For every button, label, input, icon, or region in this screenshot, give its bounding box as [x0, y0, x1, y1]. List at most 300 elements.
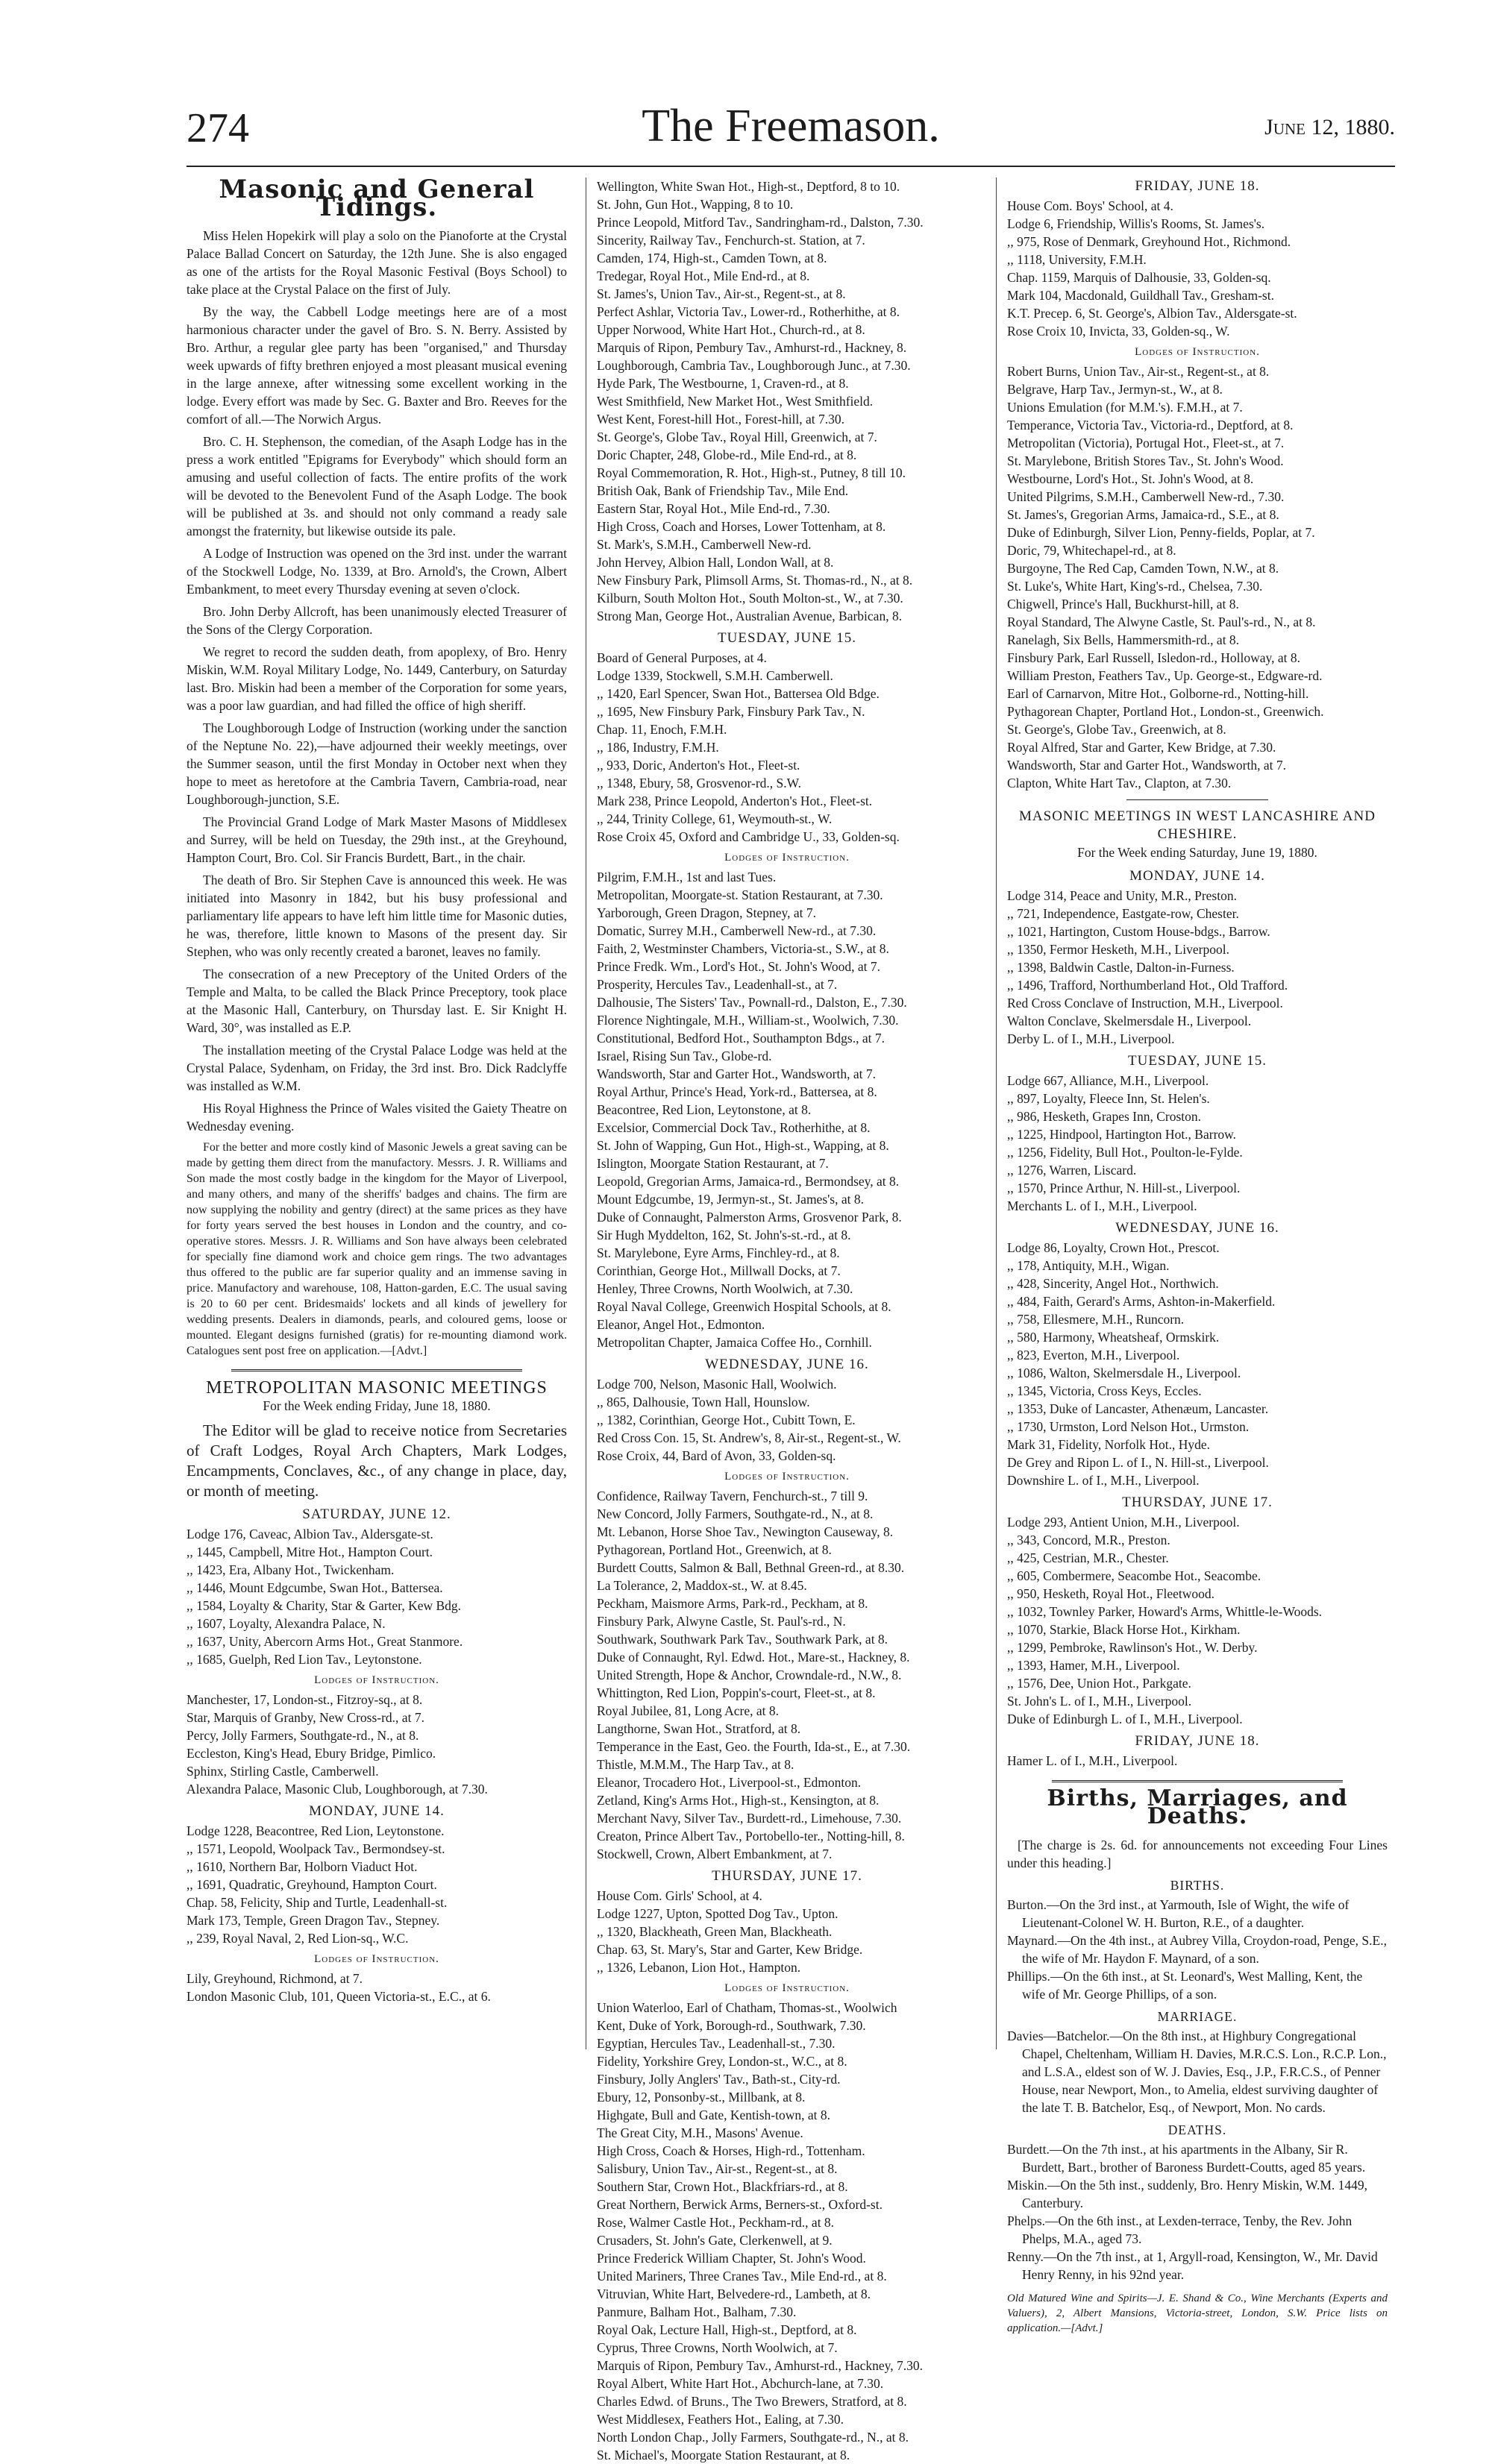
- list-item: Royal Albert, White Hart Hot., Abchurch-lane, at 7.30.: [597, 2376, 884, 2391]
- list-item: Crusaders, St. John's Gate, Clerkenwell, at 9.: [597, 2233, 833, 2248]
- list-item: Burdett.—On the 7th inst., at his apartments in the Albany, Sir R. Burdett, Bart., brother of Baroness Burdett-Coutts, aged 85 years.: [1007, 2142, 1366, 2175]
- list-item: Stockwell, Crown, Albert Embankment, at 7.: [597, 1847, 833, 1861]
- list-item: K.T. Precep. 6, St. George's, Albion Tav., Aldersgate-st.: [1007, 306, 1297, 321]
- list-item: House Com. Boys' School, at 4.: [1007, 198, 1173, 213]
- list-item: ,, 1225, Hindpool, Hartington Hot., Barrow.: [1007, 1127, 1237, 1142]
- list-item: Mark 173, Temple, Green Dragon Tav., Stepney.: [186, 1913, 440, 1928]
- list-item: Confidence, Railway Tavern, Fenchurch-st., 7 till 9.: [597, 1489, 868, 1503]
- list-item: The Great City, M.H., Masons' Avenue.: [597, 2125, 803, 2140]
- list-item: Doric Chapter, 248, Globe-rd., Mile End-rd., at 8.: [597, 447, 857, 462]
- list-item: Fidelity, Yorkshire Grey, London-st., W.C., at 8.: [597, 2054, 847, 2069]
- list-item: Red Cross Conclave of Instruction, M.H., Liverpool.: [1007, 996, 1283, 1011]
- list-item: Highgate, Bull and Gate, Kentish-town, at 8.: [597, 2108, 830, 2122]
- list-item: Rose Croix, 44, Bard of Avon, 33, Golden-sq.: [597, 1448, 836, 1463]
- list-item: Perfect Ashlar, Victoria Tav., Lower-rd., Rotherhithe, at 8.: [597, 304, 900, 319]
- list-item: Duke of Edinburgh L. of I., M.H., Liverpool.: [1007, 1712, 1243, 1726]
- list-item: Lodge 1227, Upton, Spotted Dog Tav., Upton.: [597, 1906, 839, 1921]
- list-item: St. George's, Globe Tav., Greenwich, at 8.: [1007, 722, 1226, 737]
- list-item: Lodge 176, Caveac, Albion Tav., Aldersgate-st.: [186, 1527, 433, 1541]
- list-item: Metropolitan (Victoria), Portugal Hot., Fleet-st., at 7.: [1007, 436, 1285, 450]
- list-item: Phelps.—On the 6th inst., at Lexden-terrace, Tenby, the Rev. John Phelps, M.A., aged 73.: [1007, 2213, 1352, 2246]
- list-item: Ebury, 12, Ponsonby-st., Millbank, at 8.: [597, 2090, 806, 2105]
- list-item: William Preston, Feathers Tav., Up. George-st., Edgware-rd.: [1007, 668, 1323, 683]
- meeting-list: [597, 1887, 977, 1976]
- list-item: Marquis of Ripon, Pembury Tav., Amhurst-rd., Hackney, 8.: [597, 340, 907, 355]
- list-item: Leopold, Gregorian Arms, Jamaica-rd., Bermondsey, at 8.: [597, 1174, 900, 1189]
- list-item: ,, 897, Loyalty, Fleece Inn, St. Helen's.: [1007, 1091, 1210, 1106]
- meeting-list: [597, 177, 977, 625]
- list-item: ,, 244, Trinity College, 61, Weymouth-st., W.: [597, 811, 833, 826]
- news-paragraph: We regret to record the sudden death, from apoplexy, of Bro. Henry Miskin, W.M. Royal Military Lodge, No. 1449, Canterbury, on Saturday last. Bro. Miskin had been a member of the Corporation for some years, was a poor law guardian, and had filled the office of high sheriff.: [186, 644, 567, 713]
- list-item: ,, 605, Combermere, Seacombe Hot., Seacombe.: [1007, 1568, 1261, 1583]
- list-item: ,, 1607, Loyalty, Alexandra Palace, N.: [186, 1616, 386, 1631]
- list-item: Manchester, 17, London-st., Fitzroy-sq., at 8.: [186, 1692, 423, 1707]
- column-3: [1007, 177, 1388, 2334]
- day-heading: MONDAY, JUNE 14.: [1129, 868, 1265, 884]
- list-item: St. Michael's, Moorgate Station Restaurant, at 8.: [597, 2448, 850, 2463]
- list-item: Downshire L. of I., M.H., Liverpool.: [1007, 1473, 1200, 1488]
- list-item: ,, 343, Concord, M.R., Preston.: [1007, 1533, 1170, 1547]
- list-item: ,, 1320, Blackheath, Green Man, Blackheath.: [597, 1924, 833, 1939]
- list-item: Prince Frederick William Chapter, St. John's Wood.: [597, 2251, 866, 2266]
- list-item: Wellington, White Swan Hot., High-st., Deptford, 8 to 10.: [597, 179, 900, 194]
- column-divider: [996, 177, 997, 2049]
- list-item: Derby L. of I., M.H., Liverpool.: [1007, 1031, 1175, 1046]
- day-heading: TUESDAY, JUNE 15.: [718, 630, 856, 646]
- list-item: Pythagorean, Portland Hot., Greenwich, at 8.: [597, 1542, 832, 1557]
- issue-date: June 12, 1880.: [1264, 115, 1395, 139]
- list-item: Temperance in the East, Geo. the Fourth, Ida-st., E., at 7.30.: [597, 1739, 911, 1754]
- list-item: ,, 865, Dalhousie, Town Hall, Hounslow.: [597, 1395, 810, 1409]
- births-heading: BIRTHS.: [1170, 1878, 1225, 1893]
- list-item: ,, 758, Ellesmere, M.H., Runcorn.: [1007, 1312, 1185, 1327]
- list-item: ,, 1637, Unity, Abercorn Arms Hot., Great Stanmore.: [186, 1634, 463, 1649]
- list-item: Hamer L. of I., M.H., Liverpool.: [1007, 1753, 1178, 1768]
- list-item: ,, 484, Faith, Gerard's Arms, Ashton-in-Makerfield.: [1007, 1294, 1276, 1309]
- west-lancs-subtitle: For the Week ending Saturday, June 19, 1880.: [1077, 845, 1317, 860]
- list-item: Lily, Greyhound, Richmond, at 7.: [186, 1971, 363, 1986]
- list-item: Burton.—On the 3rd inst., at Yarmouth, Isle of Wight, the wife of Lieutenant-Colonel W. H. Burton, R.E., of a daughter.: [1007, 1897, 1350, 1930]
- news-paragraph: His Royal Highness the Prince of Wales visited the Gaiety Theatre on Wednesday evening.: [186, 1101, 567, 1134]
- list-item: Lodge 1339, Stockwell, S.M.H. Camberwell.: [597, 668, 833, 683]
- list-item: Islington, Moorgate Station Restaurant, at 7.: [597, 1156, 829, 1171]
- list-item: Royal Alfred, Star and Garter, Kew Bridge, at 7.30.: [1007, 740, 1276, 755]
- list-item: La Tolerance, 2, Maddox-st., W. at 8.45.: [597, 1578, 807, 1593]
- section-rule: [1126, 799, 1268, 800]
- list-item: Lodge 314, Peace and Unity, M.R., Preston.: [1007, 888, 1237, 903]
- list-item: Rose Croix 10, Invicta, 33, Golden-sq., W.: [1007, 324, 1230, 339]
- list-item: Lodge 700, Nelson, Masonic Hall, Woolwich.: [597, 1377, 837, 1392]
- list-item: John Hervey, Albion Hall, London Wall, at 8.: [597, 555, 834, 570]
- wine-advert: Old Matured Wine and Spirits—J. E. Shand & Co., Wine Merchants (Experts and Valuers), 2, Albert Mansions, Victoria-street, London, S.W. Price lists on application.—[Advt.]: [1007, 2292, 1388, 2334]
- news-paragraph: Miss Helen Hopekirk will play a solo on the Pianoforte at the Crystal Palace Ballad Concert on Saturday, the 12th June. She is also engaged as one of the artists for the Royal Masonic Festival (Boys School) to take place at the Crystal Palace on the first of July.: [186, 228, 567, 297]
- list-item: West Smithfield, New Market Hot., West Smithfield.: [597, 394, 874, 409]
- tidings-heading: Masonic and General Tidings.: [219, 175, 535, 222]
- list-item: ,, 1326, Lebanon, Lion Hot., Hampton.: [597, 1960, 801, 1975]
- meeting-list: [1007, 1752, 1388, 1770]
- list-item: ,, 1256, Fidelity, Bull Hot., Poulton-le-Fylde.: [1007, 1145, 1243, 1160]
- list-item: Peckham, Maismore Arms, Park-rd., Peckham, at 8.: [597, 1596, 868, 1611]
- list-item: Zetland, King's Arms Hot., High-st., Kensington, at 8.: [597, 1793, 880, 1808]
- notice-list: [1007, 2027, 1388, 2116]
- list-item: ,, 1393, Hamer, M.H., Liverpool.: [1007, 1658, 1180, 1673]
- list-item: ,, 1446, Mount Edgcumbe, Swan Hot., Battersea.: [186, 1580, 443, 1595]
- page-number: 274: [186, 105, 249, 151]
- list-item: Chap. 11, Enoch, F.M.H.: [597, 722, 727, 737]
- list-item: ,, 1570, Prince Arthur, N. Hill-st., Liverpool.: [1007, 1181, 1241, 1195]
- list-item: Mt. Lebanon, Horse Shoe Tav., Newington Causeway, 8.: [597, 1524, 894, 1539]
- list-item: House Com. Girls' School, at 4.: [597, 1888, 762, 1903]
- day-heading: SATURDAY, JUNE 12.: [302, 1506, 451, 1522]
- day-heading: FRIDAY, JUNE 18.: [1135, 1733, 1260, 1749]
- list-item: Wandsworth, Star and Garter Hot., Wandsworth, at 7.: [1007, 758, 1287, 773]
- list-item: Westbourne, Lord's Hot., St. John's Wood, at 8.: [1007, 471, 1254, 486]
- list-item: Board of General Purposes, at 4.: [597, 650, 767, 665]
- list-item: Charles Edwd. of Bruns., The Two Brewers, Stratford, at 8.: [597, 2394, 907, 2409]
- list-item: Union Waterloo, Earl of Chatham, Thomas-st., Woolwich: [597, 2000, 897, 2015]
- list-item: ,, 1299, Pembroke, Rawlinson's Hot., W. Derby.: [1007, 1640, 1258, 1655]
- masthead-title: The Freemason.: [642, 101, 940, 151]
- meeting-list: [1007, 1072, 1388, 1215]
- list-item: ,, 1420, Earl Spencer, Swan Hot., Battersea Old Bdge.: [597, 686, 880, 701]
- loi-heading: Lodges of Instruction.: [314, 1953, 439, 1965]
- list-item: Sincerity, Railway Tav., Fenchurch-st. Station, at 7.: [597, 233, 865, 248]
- list-item: St. Marylebone, British Stores Tav., St. John's Wood.: [1007, 453, 1284, 468]
- news-paragraph: The consecration of a new Preceptory of the United Orders of the Temple and Malta, to be called the Black Prince Preceptory, took place at the Masonic Hall, Canterbury, on Thursday last. E. Sir Knight H. Ward, 30°, was installed as E.P.: [186, 967, 567, 1035]
- list-item: Lodge 6, Friendship, Willis's Rooms, St. James's.: [1007, 216, 1265, 231]
- meetings-subtitle: For the Week ending Friday, June 18, 1880.: [263, 1398, 491, 1413]
- list-item: St. Luke's, White Hart, King's-rd., Chelsea, 7.30.: [1007, 579, 1263, 594]
- meetings-title: METROPOLITAN MASONIC MEETINGS: [206, 1378, 548, 1398]
- list-item: Maynard.—On the 4th inst., at Aubrey Villa, Croydon-road, Penge, S.E., the wife of Mr. Haydon F. Maynard, of a son.: [1007, 1933, 1387, 1966]
- list-item: Temperance, Victoria Tav., Victoria-rd., Deptford, at 8.: [1007, 418, 1294, 433]
- list-item: Alexandra Palace, Masonic Club, Loughborough, at 7.30.: [186, 1782, 488, 1797]
- list-item: ,, 1276, Warren, Liscard.: [1007, 1163, 1137, 1178]
- day-heading: TUESDAY, JUNE 15.: [1128, 1053, 1267, 1069]
- list-item: De Grey and Ripon L. of I., N. Hill-st., Liverpool.: [1007, 1455, 1269, 1470]
- list-item: Constitutional, Bedford Hot., Southampton Bdgs., at 7.: [597, 1031, 885, 1046]
- list-item: ,, 1350, Fermor Hesketh, M.H., Liverpool.: [1007, 942, 1229, 957]
- news-paragraph: The death of Bro. Sir Stephen Cave is announced this week. He was initiated into Masonry in 1842, but his busy professional and parliamentary life appears to have left him little time for Masonic duties, he was, therefore, little known to Masons of the present day. Sir Stephen, who was only recently created a baronet, leaves no family.: [186, 873, 567, 959]
- meeting-list: [597, 868, 977, 1351]
- list-item: ,, 1118, University, F.M.H.: [1007, 252, 1147, 267]
- meeting-list: [597, 649, 977, 846]
- list-item: Cyprus, Three Crowns, North Woolwich, at 7.: [597, 2340, 838, 2355]
- list-item: Royal Naval College, Greenwich Hospital Schools, at 8.: [597, 1299, 891, 1314]
- editor-note: The Editor will be glad to receive notice from Secretaries of Craft Lodges, Royal Arch Chapters, Mark Lodges, Encampments, Conclaves, &c., of any change in place, day, or month of meeting.: [186, 1421, 567, 1500]
- list-item: United Pilgrims, S.M.H., Camberwell New-rd., 7.30.: [1007, 489, 1285, 504]
- list-item: Marquis of Ripon, Pembury Tav., Amhurst-rd., Hackney, 7.30.: [597, 2358, 924, 2373]
- list-item: ,, 1584, Loyalty & Charity, Star & Garter, Kew Bdg.: [186, 1598, 462, 1613]
- header-rule: [186, 166, 1395, 167]
- list-item: Royal Oak, Lecture Hall, High-st., Deptford, at 8.: [597, 2322, 857, 2337]
- list-item: Rose Croix 45, Oxford and Cambridge U., 33, Golden-sq.: [597, 829, 900, 844]
- meeting-list: [597, 1375, 977, 1465]
- list-item: New Finsbury Park, Plimsoll Arms, St. Thomas-rd., N., at 8.: [597, 573, 913, 588]
- column-1: [186, 177, 567, 2064]
- west-lancs-title: MASONIC MEETINGS IN WEST LANCASHIRE AND CHESHIRE.: [1019, 808, 1376, 842]
- list-item: Phillips.—On the 6th inst., at St. Leonard's, West Malling, Kent, the wife of Mr. George Phillips, of a son.: [1007, 1969, 1363, 2002]
- meeting-list: [1007, 362, 1388, 792]
- list-item: Eleanor, Angel Hot., Edmonton.: [597, 1317, 765, 1332]
- day-heading: WEDNESDAY, JUNE 16.: [1115, 1220, 1279, 1236]
- list-item: London Masonic Club, 101, Queen Victoria-st., E.C., at 6.: [186, 1989, 491, 2004]
- list-item: Florence Nightingale, M.H., William-st., Woolwich, 7.30.: [597, 1013, 899, 1028]
- list-item: United Mariners, Three Cranes Tav., Mile End-rd., at 8.: [597, 2269, 887, 2284]
- list-item: Chigwell, Prince's Hall, Buckhurst-hill, at 8.: [1007, 597, 1239, 612]
- list-item: ,, 1382, Corinthian, George Hot., Cubitt Town, E.: [597, 1412, 856, 1427]
- list-item: St. James's, Union Tav., Air-st., Regent-st., at 8.: [597, 286, 846, 301]
- list-item: St. James's, Gregorian Arms, Jamaica-rd., S.E., at 8.: [1007, 507, 1279, 522]
- list-item: Prosperity, Hercules Tav., Leadenhall-st., at 7.: [597, 977, 838, 992]
- list-item: Camden, 174, High-st., Camden Town, at 8.: [597, 251, 827, 265]
- list-item: Mark 238, Prince Leopold, Anderton's Hot., Fleet-st.: [597, 793, 873, 808]
- list-item: Domatic, Surrey M.H., Camberwell New-rd., at 7.30.: [597, 923, 877, 938]
- list-item: Lodge 667, Alliance, M.H., Liverpool.: [1007, 1073, 1209, 1088]
- list-item: Sir Hugh Myddelton, 162, St. John's-st.-rd., at 8.: [597, 1228, 851, 1242]
- list-item: Mark 31, Fidelity, Norfolk Hot., Hyde.: [1007, 1437, 1211, 1452]
- list-item: Salisbury, Union Tav., Air-st., Regent-st., at 8.: [597, 2161, 838, 2176]
- list-item: ,, 580, Harmony, Wheatsheaf, Ormskirk.: [1007, 1330, 1220, 1345]
- list-item: Davies—Batchelor.—On the 8th inst., at Highbury Congregational Chapel, Cheltenham, William H. Davies, M.R.C.S. Lon., R.C.P. Lon., and L.S.A., eldest son of W. J. Davies, Esq., J.P., F.R.C.S., of Penner House, near Newport, Mon., to Amelia, eldest surviving daughter of the late T. B. Batchelor, Esq., of Newport, Mon. No cards.: [1007, 2028, 1387, 2115]
- list-item: Kilburn, South Molton Hot., South Molton-st., W., at 7.30.: [597, 591, 903, 606]
- list-item: St. John, Gun Hot., Wapping, 8 to 10.: [597, 197, 794, 212]
- meeting-list: [1007, 197, 1388, 340]
- meeting-list: [186, 1822, 567, 1947]
- list-item: Star, Marquis of Granby, New Cross-rd., at 7.: [186, 1710, 424, 1725]
- list-item: Whittington, Red Lion, Poppin's-court, Fleet-st., at 8.: [597, 1685, 876, 1700]
- list-item: Miskin.—On the 5th inst., suddenly, Bro. Henry Miskin, W.M. 1449, Canterbury.: [1007, 2178, 1368, 2210]
- list-item: ,, 178, Antiquity, M.H., Wigan.: [1007, 1258, 1170, 1273]
- day-heading: WEDNESDAY, JUNE 16.: [705, 1357, 869, 1372]
- loi-heading: Lodges of Instruction.: [724, 852, 850, 864]
- list-item: ,, 1576, Dee, Union Hot., Parkgate.: [1007, 1676, 1191, 1691]
- list-item: Tredegar, Royal Hot., Mile End-rd., at 8.: [597, 268, 810, 283]
- list-item: Metropolitan, Moorgate-st. Station Restaurant, at 7.30.: [597, 887, 883, 902]
- meeting-list: [1007, 1239, 1388, 1489]
- list-item: ,, 1032, Townley Parker, Howard's Arms, Whittle-le-Woods.: [1007, 1604, 1323, 1619]
- list-item: ,, 1423, Era, Albany Hot., Twickenham.: [186, 1562, 395, 1577]
- list-item: ,, 1610, Northern Bar, Holborn Viaduct Hot.: [186, 1859, 418, 1874]
- list-item: Thistle, M.M.M., The Harp Tav., at 8.: [597, 1757, 794, 1772]
- list-item: Ranelagh, Six Bells, Hammersmith-rd., at 8.: [1007, 632, 1240, 647]
- section-rule: [1052, 1780, 1343, 1782]
- day-heading: THURSDAY, JUNE 17.: [712, 1868, 862, 1884]
- meeting-list: [186, 1525, 567, 1668]
- list-item: West Middlesex, Feathers Hot., Ealing, at 7.30.: [597, 2412, 844, 2427]
- list-item: Metropolitan Chapter, Jamaica Coffee Ho., Cornhill.: [597, 1335, 872, 1350]
- list-item: ,, 823, Everton, M.H., Liverpool.: [1007, 1348, 1180, 1363]
- list-item: ,, 1571, Leopold, Woolpack Tav., Bermondsey-st.: [186, 1841, 445, 1856]
- news-paragraph: The Provincial Grand Lodge of Mark Master Masons of Middlesex and Surrey, will be held on Tuesday, the 29th inst., at the Greyhound, Hampton Court, Bro. Col. Sir Francis Burdett, Bart., in the chair.: [186, 814, 567, 865]
- list-item: Unions Emulation (for M.M.'s). F.M.H., at 7.: [1007, 400, 1243, 415]
- list-item: Chap. 1159, Marquis of Dalhousie, 33, Golden-sq.: [1007, 270, 1271, 285]
- news-paragraph: The installation meeting of the Crystal Palace Lodge was held at the Crystal Palace, Sydenham, on Friday, the 3rd inst. Bro. Dick Radclyffe was installed as W.M.: [186, 1043, 567, 1093]
- list-item: ,, 1021, Hartington, Custom House-bdgs., Barrow.: [1007, 924, 1270, 939]
- meeting-list: [186, 1691, 567, 1798]
- list-item: Royal Commemoration, R. Hot., High-st., Putney, 8 till 10.: [597, 465, 906, 480]
- list-item: Southwark, Southwark Park Tav., Southwark Park, at 8.: [597, 1632, 888, 1647]
- notice-list: [1007, 1896, 1388, 2003]
- list-item: ,, 1496, Trafford, Northumberland Hot., Old Trafford.: [1007, 978, 1288, 993]
- list-item: New Concord, Jolly Farmers, Southgate-rd., N., at 8.: [597, 1506, 874, 1521]
- list-item: ,, 1398, Baldwin Castle, Dalton-in-Furness.: [1007, 960, 1235, 975]
- list-item: Lodge 1228, Beacontree, Red Lion, Leytonstone.: [186, 1823, 445, 1838]
- list-item: North London Chap., Jolly Farmers, Southgate-rd., N., at 8.: [597, 2430, 909, 2445]
- bmd-heading: Births, Marriages, and Deaths.: [1047, 1785, 1348, 1829]
- list-item: Eastern Star, Royal Hot., Mile End-rd., 7.30.: [597, 501, 830, 516]
- list-item: British Oak, Bank of Friendship Tav., Mile End.: [597, 483, 849, 498]
- meeting-list: [1007, 887, 1388, 1048]
- list-item: Clapton, White Hart Tav., Clapton, at 7.30.: [1007, 776, 1232, 791]
- list-item: High Cross, Coach & Horses, High-rd., Tottenham.: [597, 2143, 865, 2158]
- list-item: Finsbury Park, Alwyne Castle, St. Paul's-rd., N.: [597, 1614, 846, 1629]
- bmd-note: [The charge is 2s. 6d. for announcements not exceeding Four Lines under this heading.]: [1007, 1838, 1388, 1870]
- list-item: ,, 1348, Ebury, 58, Grosvenor-rd., S.W.: [597, 776, 801, 791]
- list-item: Prince Fredk. Wm., Lord's Hot., St. John's Wood, at 7.: [597, 959, 881, 974]
- list-item: Corinthian, George Hot., Millwall Docks, at 7.: [597, 1263, 841, 1278]
- list-item: ,, 239, Royal Naval, 2, Red Lion-sq., W.C.: [186, 1931, 409, 1946]
- list-item: Vitruvian, White Hart, Belvedere-rd., Lambeth, at 8.: [597, 2287, 871, 2301]
- list-item: Burgoyne, The Red Cap, Camden Town, N.W., at 8.: [1007, 561, 1279, 576]
- list-item: Finsbury Park, Earl Russell, Isledon-rd., Holloway, at 8.: [1007, 650, 1301, 665]
- list-item: St. John's L. of I., M.H., Liverpool.: [1007, 1694, 1192, 1709]
- list-item: Doric, 79, Whitechapel-rd., at 8.: [1007, 543, 1176, 558]
- list-item: St. George's, Globe Tav., Royal Hill, Greenwich, at 7.: [597, 430, 877, 444]
- list-item: High Cross, Coach and Horses, Lower Tottenham, at 8.: [597, 519, 886, 534]
- list-item: Red Cross Con. 15, St. Andrew's, 8, Air-st., Regent-st., W.: [597, 1430, 901, 1445]
- list-item: Percy, Jolly Farmers, Southgate-rd., N., at 8.: [186, 1728, 419, 1743]
- list-item: Beacontree, Red Lion, Leytonstone, at 8.: [597, 1102, 812, 1117]
- list-item: ,, 1353, Duke of Lancaster, Athenæum, Lancaster.: [1007, 1401, 1269, 1416]
- list-item: Yarborough, Green Dragon, Stepney, at 7.: [597, 905, 817, 920]
- list-item: St. Marylebone, Eyre Arms, Finchley-rd., at 8.: [597, 1245, 840, 1260]
- day-heading: MONDAY, JUNE 14.: [309, 1803, 445, 1819]
- list-item: Merchants L. of I., M.H., Liverpool.: [1007, 1198, 1197, 1213]
- list-item: Royal Standard, The Alwyne Castle, St. Paul's-rd., N., at 8.: [1007, 615, 1316, 629]
- news-paragraph: Bro. C. H. Stephenson, the comedian, of the Asaph Lodge has in the press a work entitled "Epigrams for Everybody" which should form an amusing and useful collection of facts. The entire profits of the work will be devoted to the Benevolent Fund of the Asaph Lodge. The book will be published at 3s. and should not only command a ready sale amongst the fraternity, but likewise outside its pale.: [186, 434, 567, 538]
- meeting-list: [1007, 1513, 1388, 1728]
- jewels-advert: For the better and more costly kind of Masonic Jewels a great saving can be made by getting them direct from the manufactory. Messrs. J. R. Williams and Son made the most costly badge in the kingdom for the Mayor of Liverpool, and many others, and many of the sheriffs' badges and chains. The firm are now supplying the nobility and gentry (direct) at the same prices as they have for forty years served the best houses in London and the country, and co-operative stores. Messrs. J. R. Williams and Son have always been celebrated for specially fine diamond work and choice gem rings. The two advantages thus offered to the public are far superior quality and an immense saving in price. Manufactory and warehouse, 108, Hatton-garden, E.C. The usual saving is 20 to 60 per cent. Bridesmaids' lockets and all kinds of jewellery for wedding presents. Dealers in diamonds, pearls, and coloured gems, loose or mounted. Elegant designs furnished (gratis) for re-mounting diamond work. Catalogues sent post free on application.—[Advt.]: [186, 1141, 567, 1357]
- list-item: ,, 1695, New Finsbury Park, Finsbury Park Tav., N.: [597, 704, 865, 719]
- deaths-heading: DEATHS.: [1167, 2122, 1227, 2137]
- list-item: Earl of Carnarvon, Mitre Hot., Golborne-rd., Notting-hill.: [1007, 686, 1309, 701]
- news-paragraph: By the way, the Cabbell Lodge meetings here are of a most harmonious character under the gavel of Bro. S. N. Berry. Assisted by Bro. Arthur, a regular glee party has been "organised," and Thursday week upwards of fifty brethren enjoyed a most pleasant musical evening in the large annexe, after witnessing some excellent working in the lodge. Every effort was made by Sec. G. Baxter and Bro. Reeves for the comfort of all.—The Norwich Argus.: [186, 304, 567, 427]
- list-item: Robert Burns, Union Tav., Air-st., Regent-st., at 8.: [1007, 364, 1270, 379]
- list-item: ,, 721, Independence, Eastgate-row, Chester.: [1007, 906, 1239, 921]
- day-heading: THURSDAY, JUNE 17.: [1122, 1495, 1273, 1510]
- loi-heading: Lodges of Instruction.: [724, 1471, 850, 1483]
- list-item: United Strength, Hope & Anchor, Crowndale-rd., N.W., 8.: [597, 1668, 902, 1682]
- list-item: Duke of Edinburgh, Silver Lion, Penny-fields, Poplar, at 7.: [1007, 525, 1315, 540]
- list-item: Royal Jubilee, 81, Long Acre, at 8.: [597, 1703, 779, 1718]
- loi-heading: Lodges of Instruction.: [1135, 346, 1260, 358]
- list-item: St. John of Wapping, Gun Hot., High-st., Wapping, at 8.: [597, 1138, 889, 1153]
- list-item: Walton Conclave, Skelmersdale H., Liverpool.: [1007, 1013, 1252, 1028]
- section-rule: [231, 1369, 522, 1371]
- list-item: Dalhousie, The Sisters' Tav., Pownall-rd., Dalston, E., 7.30.: [597, 995, 907, 1010]
- list-item: Creaton, Prince Albert Tav., Portobello-ter., Notting-hill, 8.: [597, 1829, 905, 1844]
- list-item: ,, 933, Doric, Anderton's Hot., Fleet-st.: [597, 758, 800, 773]
- list-item: Eccleston, King's Head, Ebury Bridge, Pimlico.: [186, 1746, 436, 1761]
- news-paragraph: Bro. John Derby Allcroft, has been unanimously elected Treasurer of the Sons of the Clergy Corporation.: [186, 604, 567, 637]
- list-item: Faith, 2, Westminster Chambers, Victoria-st., S.W., at 8.: [597, 941, 889, 956]
- list-item: ,, 1345, Victoria, Cross Keys, Eccles.: [1007, 1383, 1202, 1398]
- list-item: Strong Man, George Hot., Australian Avenue, Barbican, 8.: [597, 609, 903, 623]
- list-item: Burdett Coutts, Salmon & Ball, Bethnal Green-rd., at 8.30.: [597, 1560, 905, 1575]
- list-item: Excelsior, Commercial Dock Tav., Rotherhithe, at 8.: [597, 1120, 871, 1135]
- list-item: Upper Norwood, White Hart Hot., Church-rd., at 8.: [597, 322, 865, 337]
- list-item: ,, 1445, Campbell, Mitre Hot., Hampton Court.: [186, 1544, 433, 1559]
- list-item: St. Mark's, S.M.H., Camberwell New-rd.: [597, 537, 812, 552]
- list-item: Kent, Duke of York, Borough-rd., Southwark, 7.30.: [597, 2018, 866, 2033]
- list-item: Rose, Walmer Castle Hot., Peckham-rd., at 8.: [597, 2215, 835, 2230]
- loi-heading: Lodges of Instruction.: [724, 1982, 850, 1994]
- list-item: Lodge 293, Antient Union, M.H., Liverpool.: [1007, 1515, 1240, 1530]
- list-item: Renny.—On the 7th inst., at 1, Argyll-road, Kensington, W., Mr. David Henry Renny, in his 92nd year.: [1007, 2249, 1378, 2282]
- day-heading: FRIDAY, JUNE 18.: [1135, 178, 1260, 194]
- meeting-list: [186, 1970, 567, 2005]
- list-item: Duke of Connaught, Palmerston Arms, Grosvenor Park, 8.: [597, 1210, 902, 1225]
- list-item: Belgrave, Harp Tav., Jermyn-st., W., at 8.: [1007, 382, 1223, 397]
- list-item: Great Northern, Berwick Arms, Berners-st., Oxford-st.: [597, 2197, 883, 2212]
- list-item: Prince Leopold, Mitford Tav., Sandringham-rd., Dalston, 7.30.: [597, 215, 924, 230]
- list-item: ,, 186, Industry, F.M.H.: [597, 740, 719, 755]
- list-item: Duke of Connaught, Ryl. Edwd. Hot., Mare-st., Hackney, 8.: [597, 1650, 910, 1665]
- list-item: Pythagorean Chapter, Portland Hot., London-st., Greenwich.: [1007, 704, 1324, 719]
- list-item: Hyde Park, The Westbourne, 1, Craven-rd., at 8.: [597, 376, 849, 391]
- column-2: [597, 177, 977, 2463]
- list-item: Eleanor, Trocadero Hot., Liverpool-st., Edmonton.: [597, 1775, 862, 1790]
- notice-list: [1007, 2140, 1388, 2284]
- list-item: Loughborough, Cambria Tav., Loughborough Junc., at 7.30.: [597, 358, 911, 373]
- list-item: Mark 104, Macdonald, Guildhall Tav., Gresham-st.: [1007, 288, 1274, 303]
- list-item: Southern Star, Crown Hot., Blackfriars-rd., at 8.: [597, 2179, 848, 2194]
- loi-heading: Lodges of Instruction.: [314, 1674, 439, 1686]
- meeting-list: [597, 1487, 977, 1863]
- list-item: Langthorne, Swan Hot., Stratford, at 8.: [597, 1721, 801, 1736]
- list-item: ,, 1070, Starkie, Black Horse Hot., Kirkham.: [1007, 1622, 1241, 1637]
- list-item: Chap. 58, Felicity, Ship and Turtle, Leadenhall-st.: [186, 1895, 448, 1910]
- list-item: Egyptian, Hercules Tav., Leadenhall-st., 7.30.: [597, 2036, 836, 2051]
- news-paragraph: The Loughborough Lodge of Instruction (working under the sanction of the Neptune No. 22),—have adjourned their weekly meetings, over the Summer season, until the first Monday in October next when they hope to meet as heretofore at the Cambria Tavern, Cambria-road, near Loughborough-junction, S.E.: [186, 720, 567, 807]
- list-item: Finsbury, Jolly Anglers' Tav., Bath-st., City-rd.: [597, 2072, 841, 2087]
- list-item: Mount Edgcumbe, 19, Jermyn-st., St. James's, at 8.: [597, 1192, 864, 1207]
- list-item: ,, 425, Cestrian, M.R., Chester.: [1007, 1550, 1169, 1565]
- page-header: [186, 101, 1395, 164]
- list-item: Israel, Rising Sun Tav., Globe-rd.: [597, 1049, 772, 1063]
- news-paragraph: A Lodge of Instruction was opened on the 3rd inst. under the warrant of the Stockwell Lodge, No. 1339, at Bro. Arnold's, the Crown, Albert Embankment, to meet every Thursday evening at seven o'clock.: [186, 546, 567, 597]
- list-item: ,, 1086, Walton, Skelmersdale H., Liverpool.: [1007, 1365, 1241, 1380]
- list-item: Merchant Navy, Silver Tav., Burdett-rd., Limehouse, 7.30.: [597, 1811, 902, 1826]
- marriage-heading: MARRIAGE.: [1157, 2009, 1238, 2024]
- list-item: West Kent, Forest-hill Hot., Forest-hill, at 7.30.: [597, 412, 845, 427]
- list-item: Panmure, Balham Hot., Balham, 7.30.: [597, 2304, 797, 2319]
- list-item: Sphinx, Stirling Castle, Camberwell.: [186, 1764, 379, 1779]
- list-item: ,, 975, Rose of Denmark, Greyhound Hot., Richmond.: [1007, 234, 1291, 249]
- list-item: Lodge 86, Loyalty, Crown Hot., Prescot.: [1007, 1240, 1220, 1255]
- meeting-list: [597, 1999, 977, 2464]
- list-item: ,, 950, Hesketh, Royal Hot., Fleetwood.: [1007, 1586, 1215, 1601]
- list-item: ,, 428, Sincerity, Angel Hot., Northwich.: [1007, 1276, 1219, 1291]
- list-item: ,, 1685, Guelph, Red Lion Tav., Leytonstone.: [186, 1652, 422, 1667]
- list-item: Royal Arthur, Prince's Head, York-rd., Battersea, at 8.: [597, 1084, 877, 1099]
- list-item: ,, 1730, Urmston, Lord Nelson Hot., Urmston.: [1007, 1419, 1250, 1434]
- list-item: Pilgrim, F.M.H., 1st and last Tues.: [597, 870, 777, 884]
- list-item: Henley, Three Crowns, North Woolwich, at 7.30.: [597, 1281, 853, 1296]
- list-item: ,, 1691, Quadratic, Greyhound, Hampton Court.: [186, 1877, 437, 1892]
- list-item: ,, 986, Hesketh, Grapes Inn, Croston.: [1007, 1109, 1202, 1124]
